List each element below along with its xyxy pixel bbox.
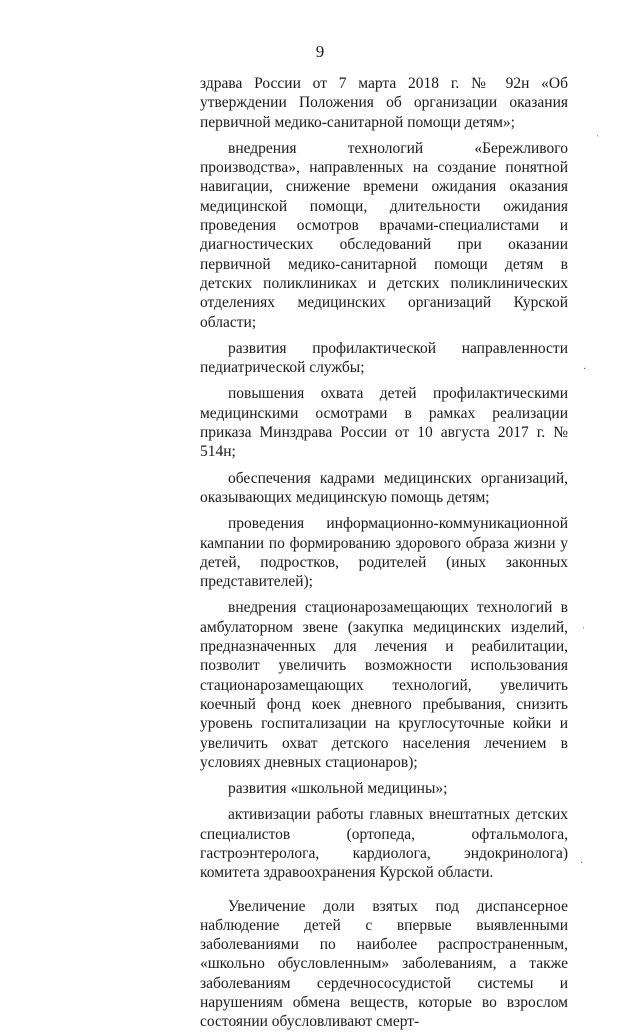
paragraph: развития профилактической направленности педиатрической службы; xyxy=(200,339,568,377)
paragraph: развития «школьной медицины»; xyxy=(228,780,448,798)
paragraph: активизации работы главных внештатных детских специалистов (ортопеда, офтальмолога, гастроэнтеролога, кардиолога, эндокринолога) комитета здравоохранения Курской области. xyxy=(200,806,568,882)
paragraph: проведения информационно-коммуникационной кампании по формированию здорового образа жизни у детей, подростков, родителей (иных законных представителей); xyxy=(200,515,568,591)
paragraph: внедрения стационарозамещающих технологий в амбулаторном звене (закупка медицинских изделий, предназначенных для лечения и реабилитации, позволит увеличить возможности использования стационарозамещающих технологий, увеличить коечный фонд коек дневного пребывания, снизить уровень госпитализации на круглосуточные койки и увеличить охват детского населения лечением в условиях дневных стационаров); xyxy=(200,599,568,771)
paragraph: внедрения технологий «Бережливого производства», направленных на создание понятной навигации, снижение времени ожидания оказания медицинской помощи, длительности ожидания проведения осмотров врачами-специалистами и диагностических обследований при оказании первичной медико-санитарной помощи детям в детских поликлиниках и детских поликлинических отделениях медицинских организаций Курской области; xyxy=(200,139,568,331)
scan-speck: ˈ xyxy=(582,626,586,637)
paragraph: повышения охвата детей профилактическими медицинскими осмотрами в рамках реализации приказа Минздрава России от 10 августа 2017 г. № 514н; xyxy=(200,385,568,461)
scan-speck: · xyxy=(583,364,587,375)
scan-speck: ˈ xyxy=(596,134,600,145)
document-body xyxy=(200,74,568,1032)
paragraph: здрава России от 7 марта 2018 г. № 92н «Об утверждении Положения об организации оказания первичной медико-санитарной помощи детям»; xyxy=(200,75,568,131)
paragraph: Увеличение доли взятых под диспансерное наблюдение детей с впервые выявленными заболеваниями по наиболее распространенным, «школьно обусловленным» заболеваниям, а также заболеваниям сердечнососудистой системы и нарушениям обмена веществ, которые во взрослом состоянии обусловливают смерт- xyxy=(200,897,568,1031)
scan-speck: · xyxy=(580,858,584,869)
page-number: 9 xyxy=(315,42,325,61)
paragraph: обеспечения кадрами медицинских организаций, оказывающих медицинскую помощь детям; xyxy=(200,469,568,506)
